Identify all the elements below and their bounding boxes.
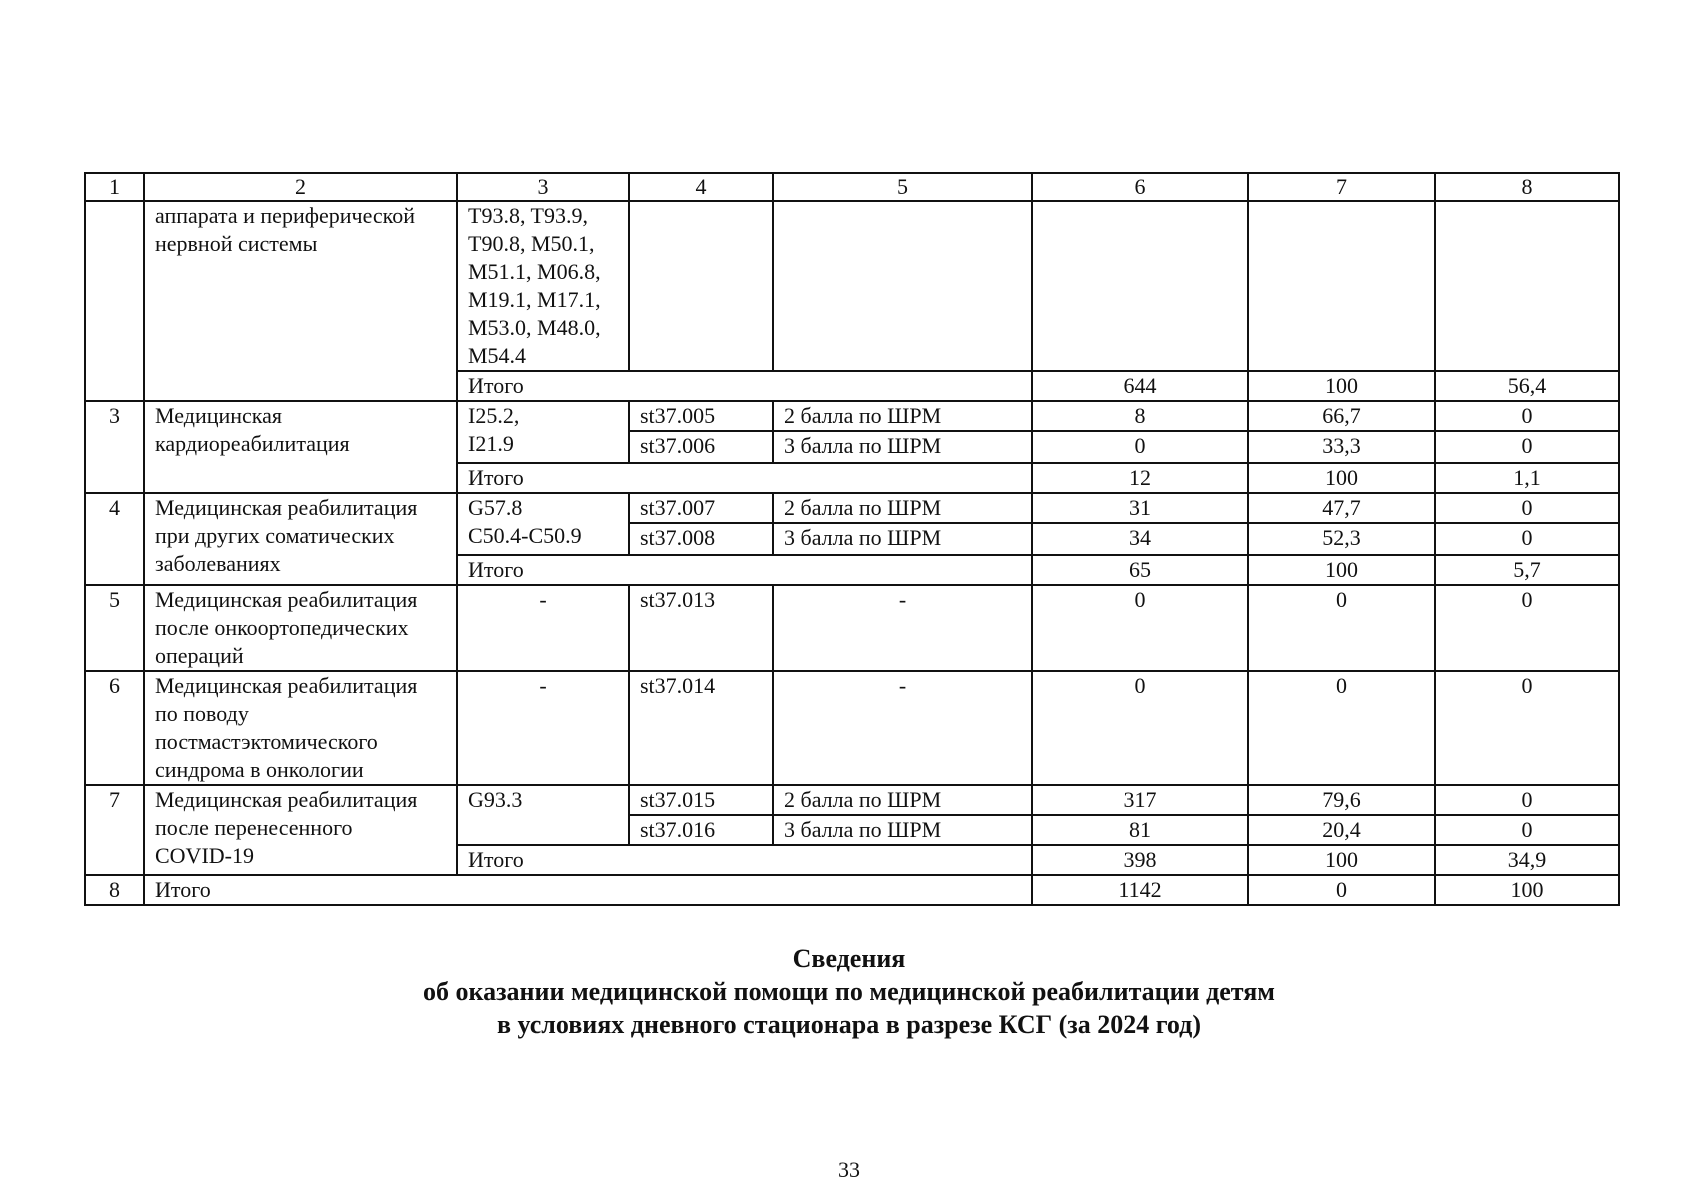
group-name-line: Медицинская реабилитация xyxy=(155,787,418,812)
code-line: M19.1, M17.1, xyxy=(468,287,601,312)
header-cell: 4 xyxy=(629,173,773,201)
ksg-cell: st37.007 xyxy=(629,493,773,523)
count-cell: 31 xyxy=(1032,493,1248,523)
percent-cell: 100 xyxy=(1248,463,1435,493)
desc-cell: - xyxy=(773,585,1032,671)
desc-cell: 3 балла по ШРМ xyxy=(773,523,1032,555)
count-cell: 0 xyxy=(1032,585,1248,671)
codes-cell xyxy=(457,201,629,371)
table-header-row xyxy=(85,173,1619,201)
percent-cell: 20,4 xyxy=(1248,815,1435,845)
percent-cell: 33,3 xyxy=(1248,431,1435,463)
ksg-cell: st37.016 xyxy=(629,815,773,845)
row-number-cell: 3 xyxy=(85,401,144,493)
empty-cell xyxy=(1435,201,1619,371)
group-name-line: заболеваниях xyxy=(155,551,281,576)
page-number: 33 xyxy=(838,1157,860,1182)
table-row xyxy=(85,493,1619,523)
share-cell: 34,9 xyxy=(1435,845,1619,875)
row-number-cell: 6 xyxy=(85,671,144,785)
group-name-cell xyxy=(144,785,457,875)
share-cell: 0 xyxy=(1435,785,1619,815)
code-line: M53.0, M48.0, xyxy=(468,315,601,340)
share-cell: 0 xyxy=(1435,671,1619,785)
ksg-table xyxy=(84,172,1620,906)
share-cell: 0 xyxy=(1435,585,1619,671)
subtotal-label: Итого xyxy=(457,371,1032,401)
grand-total-row xyxy=(85,875,1619,905)
subtotal-label: Итого xyxy=(457,845,1032,875)
code-line: M51.1, M06.8, xyxy=(468,259,601,284)
desc-cell: 3 балла по ШРМ xyxy=(773,815,1032,845)
desc-cell: 3 балла по ШРМ xyxy=(773,431,1032,463)
desc-cell: 2 балла по ШРМ xyxy=(773,401,1032,431)
group-name-line: синдрома в онкологии xyxy=(155,757,364,782)
count-cell: 398 xyxy=(1032,845,1248,875)
group-name-line: после онкоортопедических xyxy=(155,615,409,640)
share-cell: 0 xyxy=(1435,401,1619,431)
percent-cell: 52,3 xyxy=(1248,523,1435,555)
count-cell: 8 xyxy=(1032,401,1248,431)
ksg-cell: st37.015 xyxy=(629,785,773,815)
count-cell: 317 xyxy=(1032,785,1248,815)
percent-cell: 79,6 xyxy=(1248,785,1435,815)
group-name-cell xyxy=(144,201,457,401)
empty-cell xyxy=(1248,201,1435,371)
percent-cell: 100 xyxy=(1248,555,1435,585)
empty-cell xyxy=(1032,201,1248,371)
share-cell: 0 xyxy=(1435,523,1619,555)
group-name-line: при других соматических xyxy=(155,523,395,548)
code-line: I21.9 xyxy=(468,431,514,456)
codes-cell: G93.3 xyxy=(457,785,629,845)
group-name-line: постмастэктомического xyxy=(155,729,378,754)
grand-total-label: Итого xyxy=(144,875,1032,905)
table-row xyxy=(85,585,1619,671)
group-name-line: после перенесенного xyxy=(155,815,353,840)
group-name-line: Медицинская xyxy=(155,403,283,428)
code-line: T93.8, T93.9, xyxy=(468,203,588,228)
share-cell: 0 xyxy=(1435,815,1619,845)
count-cell: 65 xyxy=(1032,555,1248,585)
group-name-line: COVID-19 xyxy=(155,843,254,868)
count-cell: 81 xyxy=(1032,815,1248,845)
subtotal-label: Итого xyxy=(457,555,1032,585)
header-cell: 1 xyxy=(85,173,144,201)
count-cell: 644 xyxy=(1032,371,1248,401)
group-name-line: Медицинская реабилитация xyxy=(155,587,418,612)
group-name-cell xyxy=(144,493,457,585)
code-line: G57.8 xyxy=(468,495,523,520)
percent-cell: 100 xyxy=(1248,371,1435,401)
section-heading xyxy=(0,942,1698,1041)
percent-cell: 66,7 xyxy=(1248,401,1435,431)
row-number-cell xyxy=(85,201,144,401)
group-name-cell xyxy=(144,585,457,671)
count-cell: 0 xyxy=(1032,431,1248,463)
share-cell: 56,4 xyxy=(1435,371,1619,401)
percent-cell: 0 xyxy=(1248,875,1435,905)
count-cell: 1142 xyxy=(1032,875,1248,905)
header-cell: 7 xyxy=(1248,173,1435,201)
code-line: I25.2, xyxy=(468,403,520,428)
empty-cell xyxy=(629,201,773,371)
count-cell: 0 xyxy=(1032,671,1248,785)
header-cell: 8 xyxy=(1435,173,1619,201)
group-name-line: аппарата и периферической xyxy=(155,203,415,228)
share-cell: 0 xyxy=(1435,493,1619,523)
group-name-line: операций xyxy=(155,643,244,668)
desc-cell: 2 балла по ШРМ xyxy=(773,785,1032,815)
heading-line: в условиях дневного стационара в разрезе КСГ (за 2024 год) xyxy=(497,1010,1201,1039)
table-row xyxy=(85,671,1619,785)
percent-cell: 0 xyxy=(1248,671,1435,785)
header-cell: 3 xyxy=(457,173,629,201)
header-cell: 2 xyxy=(144,173,457,201)
desc-cell: - xyxy=(773,671,1032,785)
header-cell: 6 xyxy=(1032,173,1248,201)
header-cell: 5 xyxy=(773,173,1032,201)
row-number-cell: 7 xyxy=(85,785,144,875)
group-name-cell xyxy=(144,671,457,785)
ksg-cell: st37.005 xyxy=(629,401,773,431)
share-cell: 0 xyxy=(1435,431,1619,463)
group-name-line: по поводу xyxy=(155,701,249,726)
group-name-line: Медицинская реабилитация xyxy=(155,673,418,698)
group-name-cell xyxy=(144,401,457,493)
table-row xyxy=(85,401,1619,431)
ksg-cell: st37.006 xyxy=(629,431,773,463)
heading-title: Сведения xyxy=(792,944,906,973)
row-number-cell: 5 xyxy=(85,585,144,671)
subtotal-label: Итого xyxy=(457,463,1032,493)
ksg-cell: st37.014 xyxy=(629,671,773,785)
share-cell: 1,1 xyxy=(1435,463,1619,493)
code-line: M54.4 xyxy=(468,343,527,368)
ksg-cell: st37.008 xyxy=(629,523,773,555)
desc-cell: 2 балла по ШРМ xyxy=(773,493,1032,523)
table-row xyxy=(85,201,1619,371)
code-line: T90.8, M50.1, xyxy=(468,231,595,256)
table-row xyxy=(85,785,1619,815)
ksg-cell: st37.013 xyxy=(629,585,773,671)
code-line: C50.4-C50.9 xyxy=(468,523,582,548)
percent-cell: 0 xyxy=(1248,585,1435,671)
row-number-cell: 4 xyxy=(85,493,144,585)
row-number-cell: 8 xyxy=(85,875,144,905)
percent-cell: 47,7 xyxy=(1248,493,1435,523)
count-cell: 12 xyxy=(1032,463,1248,493)
group-name-line: нервной системы xyxy=(155,231,318,256)
heading-line: об оказании медицинской помощи по медицинской реабилитации детям xyxy=(423,977,1275,1006)
codes-cell xyxy=(457,401,629,463)
empty-cell xyxy=(773,201,1032,371)
group-name-line: Медицинская реабилитация xyxy=(155,495,418,520)
share-cell: 5,7 xyxy=(1435,555,1619,585)
codes-cell: - xyxy=(457,671,629,785)
count-cell: 34 xyxy=(1032,523,1248,555)
codes-cell xyxy=(457,493,629,555)
percent-cell: 100 xyxy=(1248,845,1435,875)
codes-cell: - xyxy=(457,585,629,671)
share-cell: 100 xyxy=(1435,875,1619,905)
group-name-line: кардиореабилитация xyxy=(155,431,350,456)
